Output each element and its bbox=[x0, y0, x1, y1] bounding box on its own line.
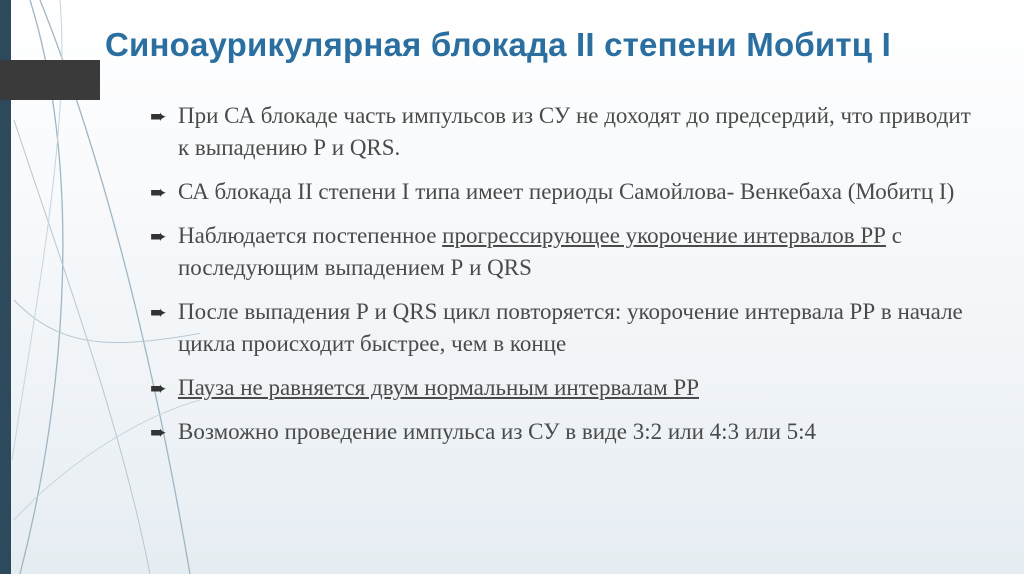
title-marker-tab bbox=[0, 60, 100, 100]
bullet-text: Возможно проведение импульса из СУ в виде 3:2 или 4:3 или 5:4 bbox=[178, 419, 817, 444]
bullet-text: После выпадения Р и QRS цикл повторяется: укорочение интервала РР в начале цикла происходит быстрее, чем в конце bbox=[178, 299, 963, 356]
arrow-right-icon: ➨ bbox=[150, 376, 167, 400]
arrow-right-icon: ➨ bbox=[150, 180, 167, 204]
bullet-text: СА блокада II степени I типа имеет периоды Самойлова- Венкебаха (Мобитц I) bbox=[178, 179, 955, 204]
bullet-text-post: с последующим выпадением Р и QRS bbox=[178, 223, 902, 280]
arrow-right-icon: ➨ bbox=[150, 224, 167, 248]
list-item bbox=[150, 372, 980, 404]
bullet-text: При СА блокаде часть импульсов из СУ не доходят до предсердий, что приводит к выпадению Р и QRS. bbox=[178, 103, 971, 160]
list-item bbox=[150, 176, 980, 208]
bullet-text-pre: Наблюдается постепенное bbox=[178, 223, 443, 248]
arrow-right-icon: ➨ bbox=[150, 420, 167, 444]
bullet-list bbox=[150, 100, 980, 460]
bullet-text-underlined: прогрессирующее укорочение интервалов РР bbox=[442, 223, 886, 248]
list-item bbox=[150, 296, 980, 360]
arrow-right-icon: ➨ bbox=[150, 300, 167, 324]
list-item bbox=[150, 100, 980, 164]
arrow-right-icon: ➨ bbox=[150, 104, 167, 128]
list-item bbox=[150, 220, 980, 284]
bullet-text-underlined: Пауза не равняется двум нормальным интервалам РР bbox=[178, 375, 699, 400]
bullet-text bbox=[178, 220, 980, 284]
list-item bbox=[150, 416, 980, 448]
slide-title: Синоаурикулярная блокада II степени Мобитц I bbox=[105, 26, 891, 63]
